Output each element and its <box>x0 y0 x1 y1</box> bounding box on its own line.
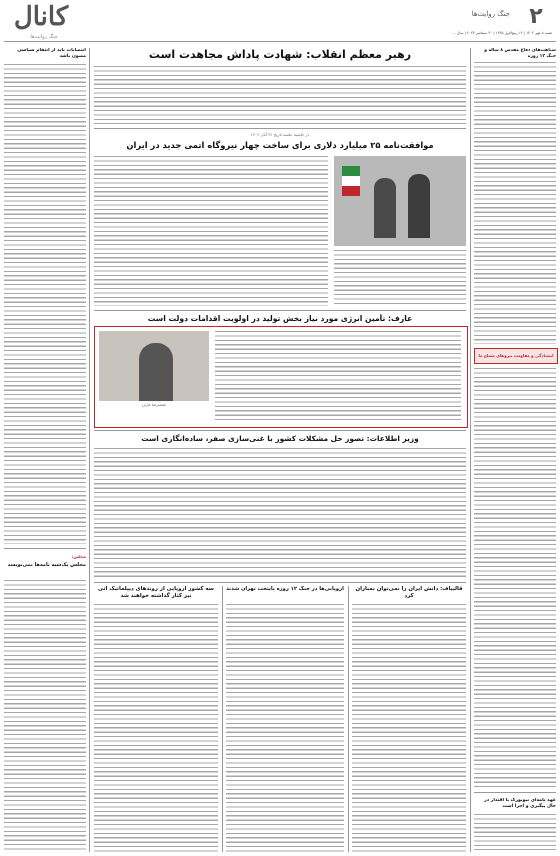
parliament-title: مجلس یک‌شبه نامه‌ها نمی‌نویسد <box>7 562 86 568</box>
bottom-divider-1 <box>222 586 223 852</box>
parliament-body <box>4 580 86 850</box>
page-number: ۲ <box>529 4 543 29</box>
side-left-title: انتصابات باید از انتقام سیاسی مصون باشد <box>17 48 86 59</box>
aref-body <box>215 331 461 421</box>
aref-caption: محمدرضا عارف <box>142 403 166 407</box>
sacred-defense-body <box>474 62 556 344</box>
masthead-rule <box>4 41 556 42</box>
center-rule-2 <box>94 310 466 311</box>
bottom-divider-2 <box>348 586 349 852</box>
ghalibaf-title: قالیباف: دانش ایران را نمی‌توان بمباران کرد <box>355 586 463 599</box>
logo-text: کانال <box>13 2 69 32</box>
aref-box <box>94 326 468 428</box>
col-divider-1 <box>89 48 90 852</box>
leader-title: رهبر معظم انقلاب: شهادت پاداش مجاهدت است <box>148 48 412 61</box>
ghalibaf-body <box>352 604 466 852</box>
person-figure <box>374 178 396 238</box>
col-divider-2 <box>470 48 471 852</box>
leader-body <box>94 66 466 124</box>
nuclear-photo <box>334 156 466 246</box>
masthead <box>0 0 560 44</box>
nuclear-title: موافقت‌نامه ۲۵ میلیارد دلاری برای ساخت چهار نیروگاه اتمی جدید در ایران <box>126 140 434 150</box>
snapback-title: اروپایی‌ها در جنگ ۱۲ روزه پایتخت تهران شدند <box>226 586 344 592</box>
side-column-left <box>4 48 86 852</box>
nuclear-body-1 <box>94 156 328 306</box>
sacred-defense-title: شباهت‌های دفاع مقدس ۸ ساله و جنگ ۱۲ روزه <box>484 48 556 59</box>
snapback-body <box>226 604 344 852</box>
section-label: جنگ روایت‌ها <box>471 10 510 18</box>
europe-body <box>94 604 218 852</box>
side-left-body <box>4 64 86 544</box>
side-right-divider <box>474 792 556 793</box>
bottom-right-title: عهد نامه‌ای نیویورک با اقتدار در حال پیگیری و اجرا است <box>484 798 556 809</box>
sacred-defense-body-2 <box>474 368 556 788</box>
parliament-kicker: مجلس: <box>71 554 86 559</box>
aref-portrait <box>139 343 173 401</box>
red-box-title: ایستادگی و مقاومت نیروهای مسلح ما <box>478 353 554 358</box>
center-rule-1 <box>94 128 466 129</box>
aref-title: عارف: تأمین انرژی مورد نیاز بخش تولید در اولویت اقدامات دولت است <box>147 314 413 323</box>
intel-title: وزیر اطلاعات: تصور حل مشکلات کشور با غنی‌سازی صفر، ساده‌انگاری است <box>141 434 419 443</box>
europe-title: سه کشور اروپایی از روندهای دیپلماتیک آتی نیز کنار گذاشته خواهند شد <box>98 586 214 599</box>
logo <box>6 2 76 32</box>
side-column-right <box>474 48 556 852</box>
bottom-right-body <box>474 814 556 850</box>
dateline: شنبه ۸ مهر ۱۴۰۲ | ۱۴ ربیع‌الاول ۱۴۴۵ | ۳۰ سپتامبر ۲۰۲۳ | سال ... <box>452 31 552 35</box>
person-figure-2 <box>408 174 430 238</box>
center-rule-3 <box>94 430 466 431</box>
nuclear-body-2 <box>334 250 466 306</box>
nuclear-kicker: در حاشیه جلسه تاریخ ۳۱ آبان ۱۴۰۲ <box>250 132 310 137</box>
side-left-divider <box>4 548 86 549</box>
red-box <box>474 348 558 364</box>
aref-photo <box>99 331 209 401</box>
logo-subtitle: جنگ روایت‌ها <box>30 34 58 40</box>
flag-icon <box>342 166 360 196</box>
center-rule-4 <box>94 582 466 583</box>
intel-body <box>94 448 466 578</box>
